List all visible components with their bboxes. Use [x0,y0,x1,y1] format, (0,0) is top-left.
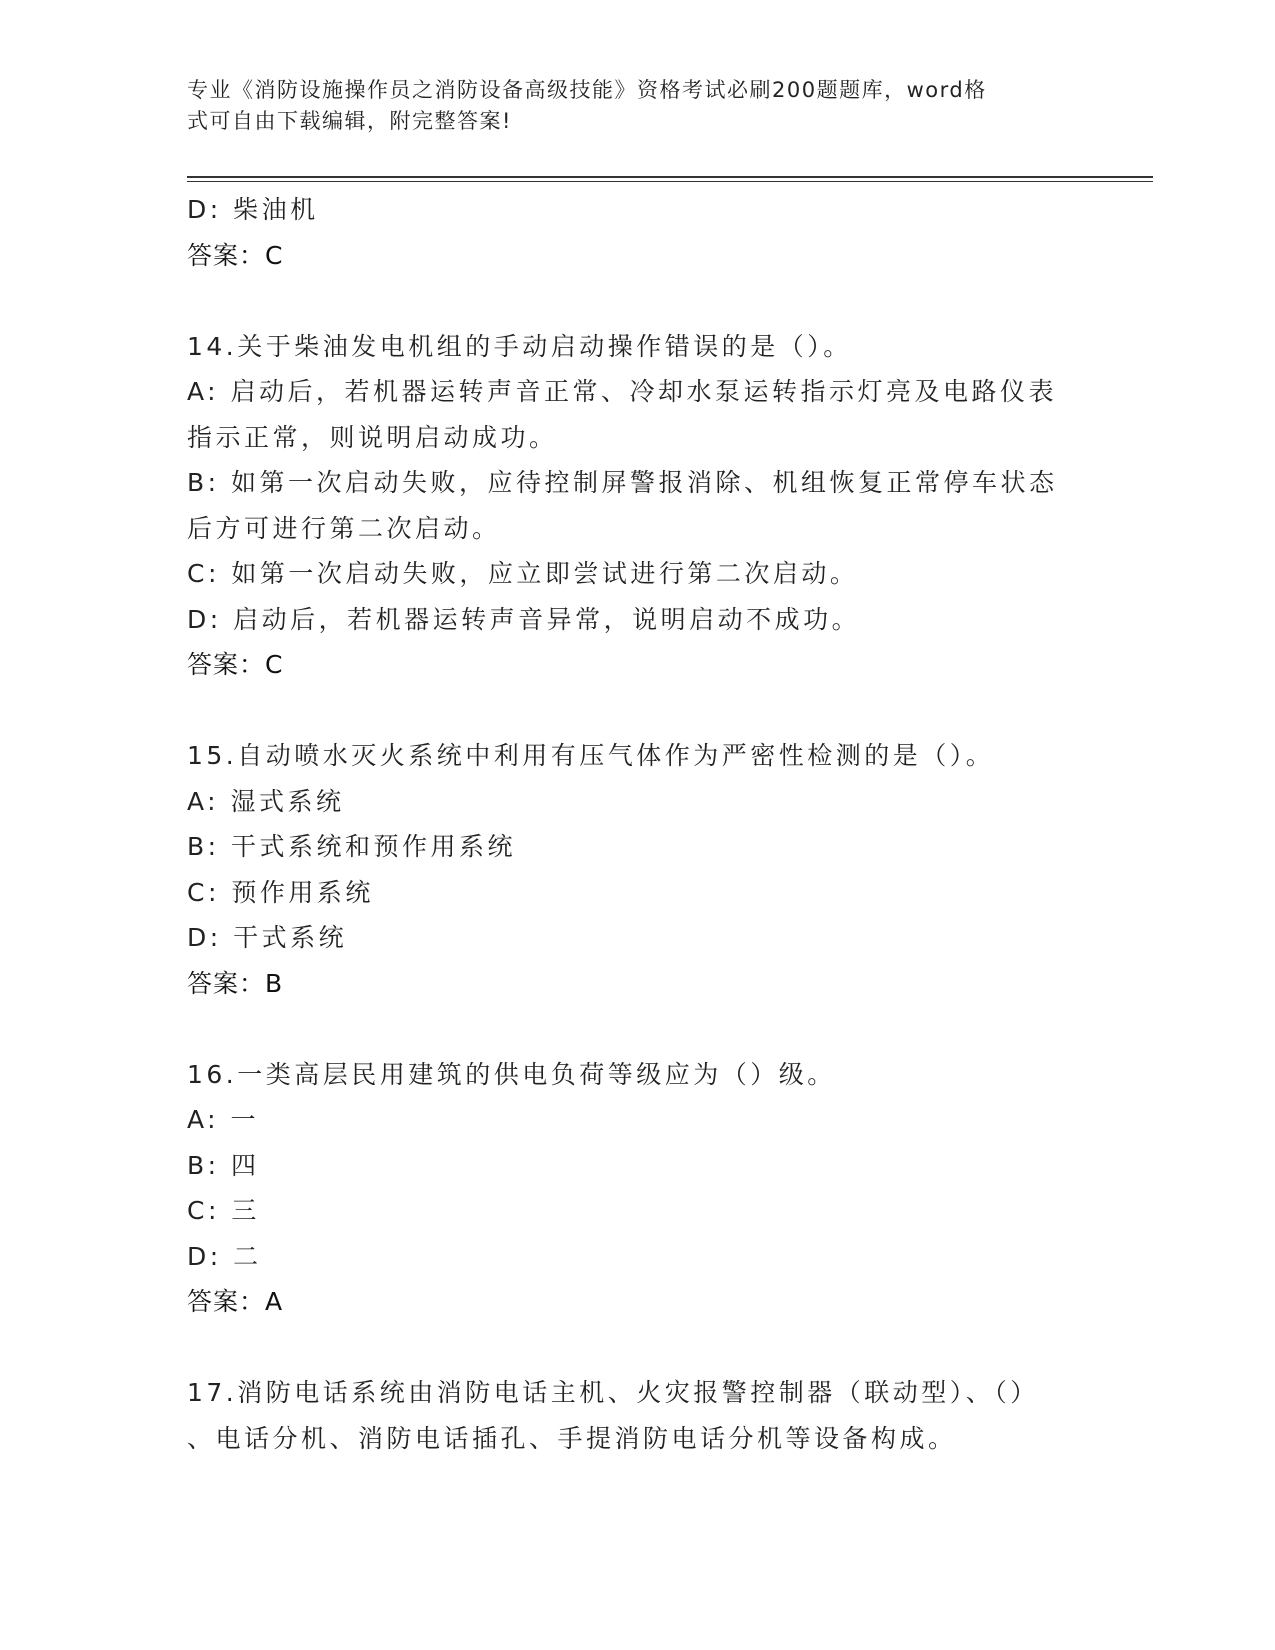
question-14 [187,324,1087,688]
question-stem: 17.消防电话系统由消防电话主机、火灾报警控制器（联动型）、（） [187,1378,1039,1407]
question-stem: 14.关于柴油发电机组的手动启动操作错误的是（）。 [187,331,852,361]
option-a: A: 湿式系统 [187,786,345,816]
option-b: B: 四 [187,1150,260,1180]
answer-line: 答案：C [187,650,284,679]
question-15 [187,733,1087,1006]
spacer [187,688,1087,734]
question-stem: 16.一类高层民用建筑的供电负荷等级应为（）级。 [187,1059,836,1089]
option-b-continued: 后方可进行第二次启动。 [187,513,501,543]
answer-line: 答案：C [187,240,284,270]
option-d: D: 干式系统 [187,923,348,952]
option-c: C: 三 [187,1196,260,1225]
question-stem-continued: 、电话分机、消防电话插孔、手提消防电话分机等设备构成。 [187,1423,957,1453]
option-b: B: 如第一次启动失败，应待控制屏警报消除、机组恢复正常停车状态 [187,468,1058,497]
question-stem: 15.自动喷水灭火系统中利用有压气体作为严密性检测的是（）。 [187,741,995,770]
question-list [187,187,1087,1461]
option-b: B: 干式系统和预作用系统 [187,832,517,861]
option-a: A: 启动后，若机器运转声音正常、冷却水泵运转指示灯亮及电路仪表 [187,377,1058,406]
continued-question [187,187,1087,278]
option-a-continued: 指示正常，则说明启动成功。 [187,422,558,452]
option-d: D: 柴油机 [187,195,319,224]
header-divider-thin [187,181,1153,182]
header-line-2: 式可自由下载编辑，附完整答案! [187,109,512,133]
spacer [187,1325,1087,1371]
option-a: A: 一 [187,1105,260,1134]
spacer [187,1006,1087,1052]
spacer [187,278,1087,324]
option-c: C: 如第一次启动失败，应立即尝试进行第二次启动。 [187,559,859,588]
option-d: D: 二 [187,1241,262,1271]
header-line-1: 专业《消防设施操作员之消防设备高级技能》资格考试必刷200题题库，word格 [187,78,987,102]
question-17 [187,1370,1087,1461]
option-c: C: 预作用系统 [187,877,374,907]
page-header [187,75,1067,137]
option-d: D: 启动后，若机器运转声音异常，说明启动不成功。 [187,604,861,634]
answer-line: 答案：B [187,968,284,998]
answer-line: 答案：A [187,1287,284,1316]
header-divider-thick [187,176,1153,178]
question-16 [187,1052,1087,1325]
